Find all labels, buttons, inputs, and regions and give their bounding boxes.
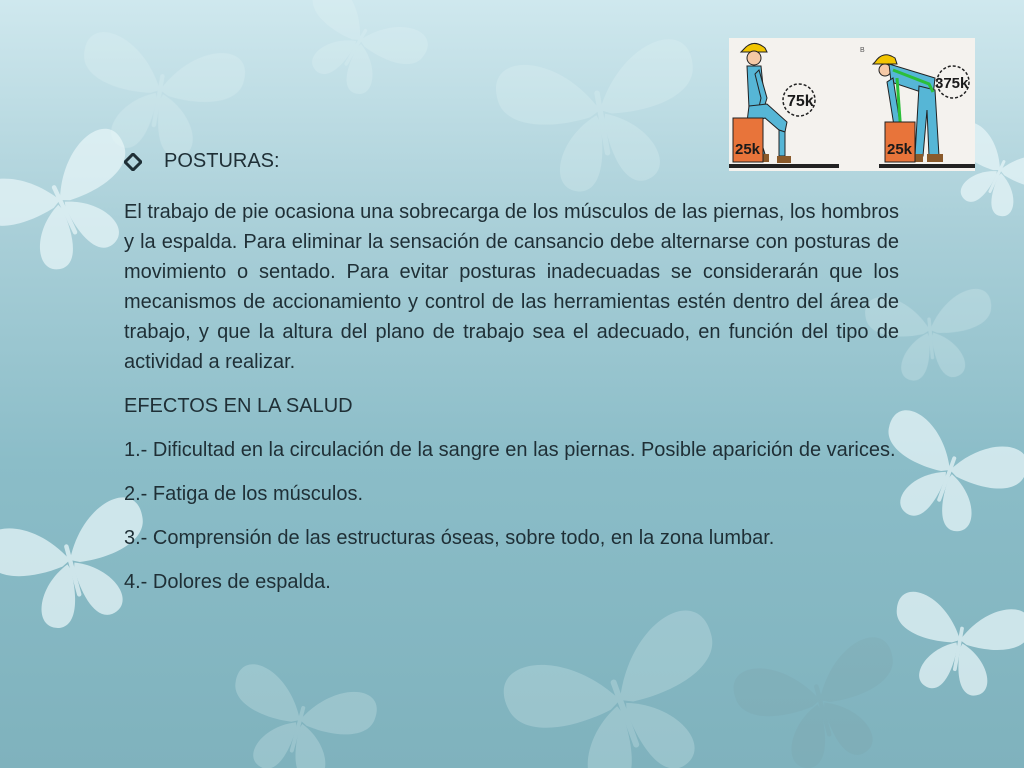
section-heading-row [124,150,280,173]
hollow-diamond-bullet-icon [124,153,142,171]
section-heading: POSTURAS: [164,150,280,172]
left-back-load-label: 75k [787,93,814,110]
health-effects-subheading: EFECTOS EN LA SALUD [124,395,353,417]
right-back-load-label: 375k [935,75,969,92]
right-box-weight-label: 25k [887,141,913,158]
left-box-weight-label: 25k [735,141,761,158]
effect-item-2: 2.- Fatiga de los músculos. [124,483,363,505]
slide-body [124,197,899,597]
panel-b-label: B [860,47,865,54]
effect-item-1: 1.- Dificultad en la circulación de la sangre en las piernas. Posible aparición de varices. [124,439,896,461]
postures-paragraph: El trabajo de pie ocasiona una sobrecarga de los músculos de las piernas, los hombros y la espalda. Para eliminar la sensación de cansancio debe alternarse con posturas de movimiento o sentado. Para evitar posturas inadecuadas se considerarán que los mecanismos de accionamiento y control de las herramientas estén dentro del área de trabajo, y que la altura del plano de trabajo sea el adecuado, en función del tipo de actividad a realizar. [124,201,899,373]
effect-item-4: 4.- Dolores de espalda. [124,571,331,593]
effect-item-3: 3.- Comprensión de las estructuras óseas, sobre todo, en la zona lumbar. [124,527,775,549]
lifting-posture-illustration [729,38,975,171]
